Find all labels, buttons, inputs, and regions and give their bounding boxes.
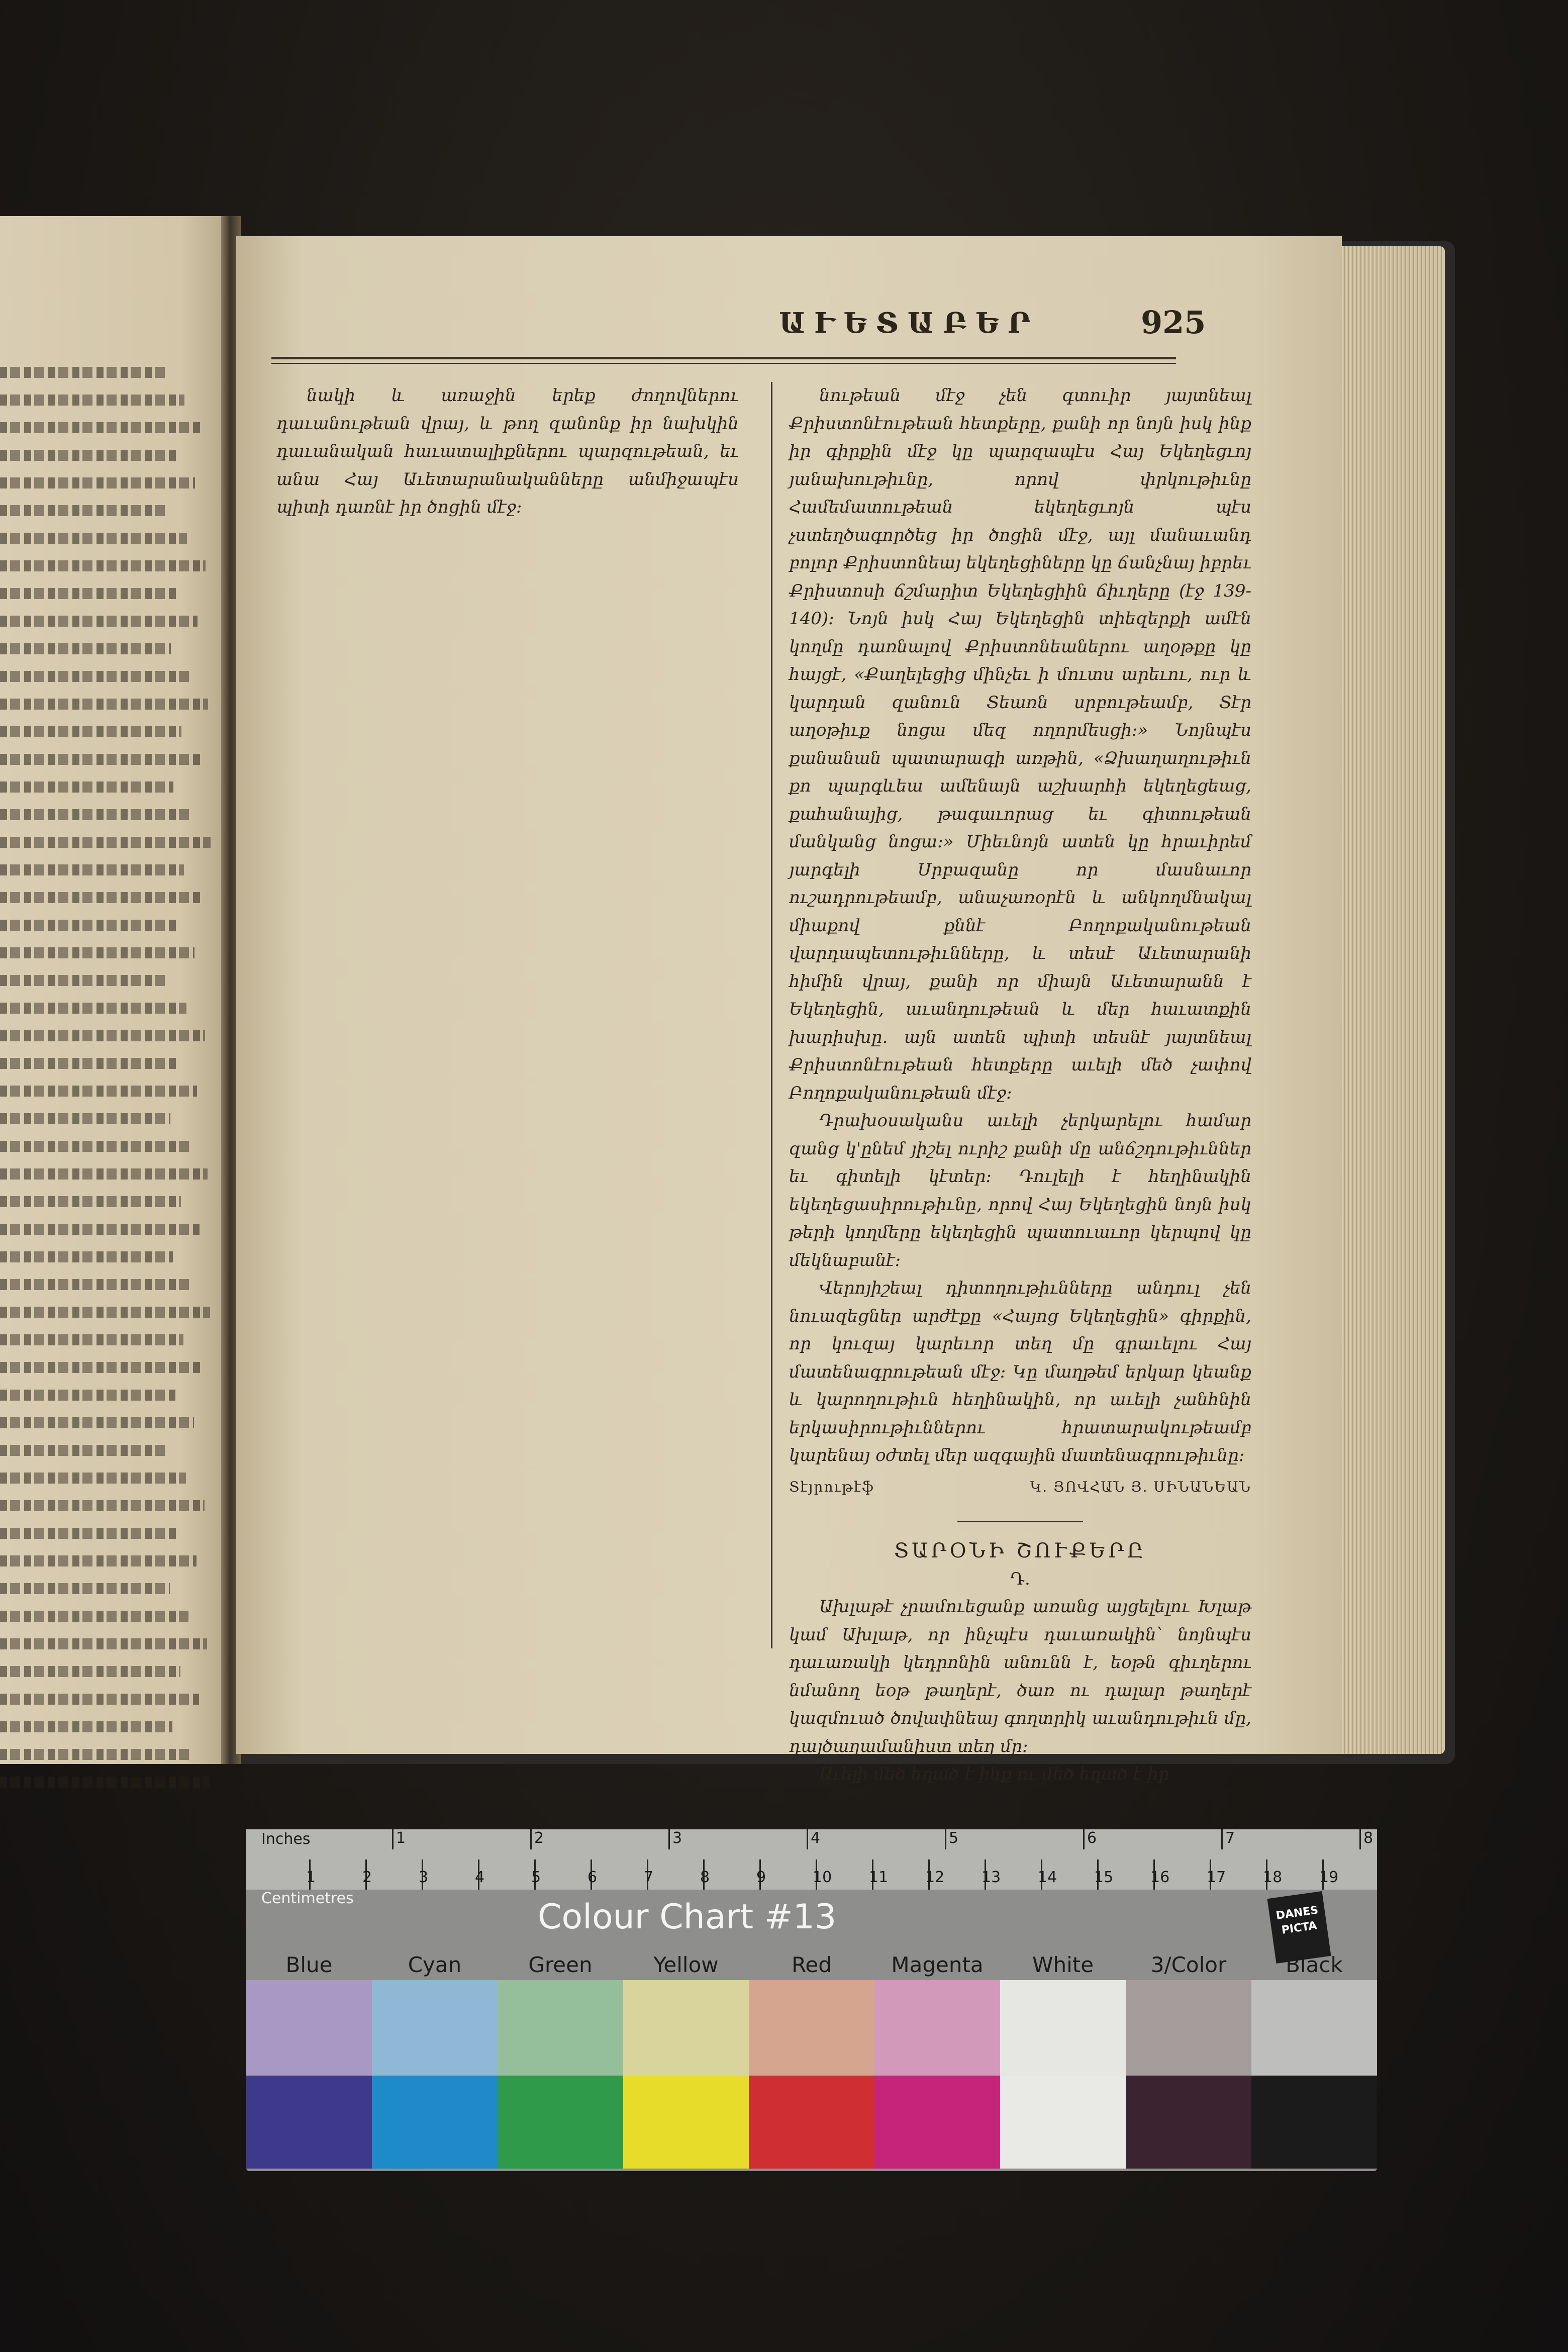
inch-number: 5 xyxy=(949,1829,959,1847)
cropped-text-line xyxy=(0,726,181,737)
left-text-column xyxy=(276,382,739,1658)
swatch-solid-blue xyxy=(246,2076,372,2169)
section-title: ՏԱՐՕՆԻ ՇՈՒՔԵՐԸ xyxy=(894,1539,1147,1562)
cropped-text-line xyxy=(0,560,206,571)
cropped-text-line xyxy=(0,1334,183,1345)
cm-number: 13 xyxy=(982,1869,1001,1886)
cropped-text-line xyxy=(0,1390,175,1401)
cropped-text-line xyxy=(0,1445,167,1456)
swatch-solid-black xyxy=(1251,2076,1377,2169)
danes-picta-logo: DANES PICTA xyxy=(1267,1891,1331,1964)
inch-tick xyxy=(807,1829,808,1849)
right-text-column xyxy=(789,382,1251,1784)
swatch-tint-black xyxy=(1251,1980,1377,2076)
swatch-label: Red xyxy=(792,1952,832,1977)
cm-number: 19 xyxy=(1319,1869,1339,1886)
inch-number: 2 xyxy=(534,1829,544,1847)
cropped-text-line xyxy=(0,477,195,488)
paragraph: Դրախօսականս աւելի չերկարելու համար զանց կ'ընեմ յիշել ուրիշ քանի մը անճշդութիւններ եւ գիտելի կէտեր։ Դուլելի է հեղինակին եկեղեցասիրութիւնը, որով Հայ Եկեղեցին նոյն իսկ թերի կողմերը եկեղեցին պատուաւոր կերպով կը մեկնաբանէ։ xyxy=(789,1111,1251,1270)
paragraph: նակի և առաջին երեք ժողովներու դաւանութեան վրայ, և թող զանոնք իր նախկին դաւանական հաւատալիքներու պարզութեան, եւ անա Հայ Աւետարանականները անմիջապէս պիտի դառնէ իր ծոցին մէջ։ xyxy=(276,385,739,517)
cm-number: 1 xyxy=(306,1869,316,1886)
cropped-text-line xyxy=(0,947,194,958)
cropped-text-line xyxy=(0,1583,170,1594)
cropped-text-line xyxy=(0,837,211,848)
ruler xyxy=(246,1829,1377,1907)
swatch-solid-green xyxy=(498,2076,623,2169)
cm-number: 8 xyxy=(700,1869,710,1886)
cropped-text-line xyxy=(0,1555,197,1566)
column-divider xyxy=(771,382,772,1648)
cropped-text-line xyxy=(0,1196,181,1207)
cropped-text-line xyxy=(0,533,187,544)
swatch-tint-yellow xyxy=(623,1980,749,2076)
signature-author: Կ. ՅՈՎՀԱՆ Յ. ՍԻՆԱՆԵԱՆ xyxy=(1030,1478,1251,1495)
swatch-tint-cyan xyxy=(372,1980,498,2076)
cm-number: 2 xyxy=(362,1869,372,1886)
cropped-text-line xyxy=(0,367,166,378)
cropped-text-line xyxy=(0,892,203,903)
cropped-text-line xyxy=(0,809,192,820)
cropped-text-line xyxy=(0,1473,186,1484)
inch-tick xyxy=(392,1829,394,1849)
cropped-text-line xyxy=(0,1168,208,1180)
inch-tick xyxy=(668,1829,670,1849)
cropped-text-line xyxy=(0,1030,205,1041)
paragraph: Ախլաթէ չրամուեցանք առանց այցելելու Խլաթ կամ Ախլաթ, որ ինչպէս դաւառակին՝ նոյնպէս դաւառակի կեդրոնին անունն է, եօթն գիւղերու նմանող եօթ թաղերէ, ծառ ու դալար թաղերէ կազմուած ծովափնեայ գողտրիկ աւանդութիւն մը, դայծաղամանիստ տեղ մը։ xyxy=(789,1597,1251,1756)
swatch-label: Yellow xyxy=(653,1952,719,1977)
swatch-solid-magenta xyxy=(874,2076,1000,2169)
swatch-tint-red xyxy=(749,1980,874,2076)
chart-title: Colour Chart #13 xyxy=(538,1897,837,1937)
cm-number: 11 xyxy=(869,1869,889,1886)
cropped-text-line xyxy=(0,1777,210,1788)
swatch-tint-blue xyxy=(246,1980,372,2076)
cropped-text-line xyxy=(0,643,171,654)
cm-number: 10 xyxy=(813,1869,832,1886)
page-edges xyxy=(1327,246,1445,1754)
inch-number: 6 xyxy=(1087,1829,1097,1847)
cm-number: 6 xyxy=(587,1869,598,1886)
cropped-text-line xyxy=(0,1141,189,1152)
signature-place: Տէյրութէֆ xyxy=(789,1478,875,1495)
cropped-text-line xyxy=(0,1749,191,1760)
cropped-text-line xyxy=(0,1279,191,1290)
cropped-text-line xyxy=(0,1113,170,1124)
signature xyxy=(789,1473,1251,1501)
cropped-text-line xyxy=(0,1003,186,1014)
cropped-text-line xyxy=(0,616,198,627)
cropped-text-line xyxy=(0,588,179,599)
swatch-solid-red xyxy=(749,2076,874,2169)
cropped-text-line xyxy=(0,1666,180,1677)
cropped-text-line xyxy=(0,699,208,710)
cropped-text-line xyxy=(0,505,168,516)
swatch-label: Blue xyxy=(285,1952,333,1977)
inch-tick xyxy=(1359,1829,1361,1849)
cropped-text-line xyxy=(0,1638,207,1649)
inch-number: 4 xyxy=(811,1829,821,1847)
cropped-text-line xyxy=(0,1721,172,1732)
cm-number: 12 xyxy=(925,1869,945,1886)
inch-number: 8 xyxy=(1363,1829,1374,1847)
swatch-tint-green xyxy=(498,1980,623,2076)
cropped-text-line xyxy=(0,754,200,765)
swatch-label: Magenta xyxy=(891,1952,984,1977)
cropped-text-line xyxy=(0,1224,200,1235)
cropped-text-line xyxy=(0,422,203,433)
inch-tick xyxy=(1221,1829,1223,1849)
section-subtitle: Դ. xyxy=(1010,1569,1030,1589)
cm-number: 17 xyxy=(1207,1869,1226,1886)
colour-chart-card xyxy=(246,1829,1377,2171)
cm-number: 18 xyxy=(1263,1869,1283,1886)
swatch-label: Green xyxy=(528,1952,593,1977)
paragraph: Աւելի մեծ եղած է ինք ու մեծ եղած է իր xyxy=(819,1764,1169,1784)
cm-number: 4 xyxy=(475,1869,485,1886)
cropped-text-line xyxy=(0,1251,173,1262)
cropped-text-line xyxy=(0,781,173,793)
cm-number: 16 xyxy=(1150,1869,1170,1886)
cm-number: 15 xyxy=(1094,1869,1114,1886)
swatch-solid-white xyxy=(1000,2076,1126,2169)
paragraph: նութեան մէջ չեն գտուիր յայտնեալ Քրիստոնէութեան հետքերը, քանի որ նոյն իսկ ինք իր գիրքին մէջ կը պարզապէս Հայ Եկեղեցւոյ յանախութիւնը, որով փրկութիւնը Համեմատութեան եկեղեցւոյն պէս չստեղծագործեց իր ծոցին մէջ, այլ մանաւանդ բոլոր Քրիստոնեայ եկեղեցիները կը ճանչնայ իբրեւ Քրիստոսի ճշմարիտ Եկեղեցիին ճիւղերը (էջ 139-140)։ Նոյն իսկ Հայ Եկեղեցին տիեզերքի ամէն կողմը դառնալով Քրիստոնեաներու աղօթքը կը հայցէ, «Քաղելեցից մինչեւ ի մուտս արեւու, ուր և կարդան զանուն Տեառն սրբութեամբ, Տէր աղօթիւք նոցա մեզ ողորմեսցի։» Նոյնպէս քանանան պատարագի առթին, «Ձխաղաղութիւն քո պարգևեա ամենայն աշխարհի եկեղեցեաց, քահանայից, թագաւորաց եւ գիտութեան մանկանց նոցա։» Միեւնոյն ատեն կը հրաւիրեմ յարգելի Սրբազանը որ մասնաւոր ուշադրութեամբ, անաչառօրէն և անկողմնակալ միաքով քննէ Բողոքականութեան վարդապետութիւնները, և տեսէ Աւետարանի հիմին վրայ, քանի որ միայն Աւետարանն է Եկեղեցին, աւանդութեան և մեր հաւատքին խարիսխը․ այն ատեն պիտի տեսնէ յայտնեալ Քրիստոնէութեան հետքերը աւելի մեծ չափով Բողոքականութեան մէջ։ xyxy=(789,385,1251,1103)
swatch-tint-white xyxy=(1000,1980,1126,2076)
inch-number: 1 xyxy=(396,1829,406,1847)
header-rule-thick xyxy=(271,357,1176,359)
swatch-tint-3-color xyxy=(1126,1980,1251,2076)
swatch-tint-magenta xyxy=(874,1980,1000,2076)
cropped-text-line xyxy=(0,671,189,682)
cropped-text-line xyxy=(0,1058,178,1069)
cm-number: 7 xyxy=(644,1869,654,1886)
header-rule-thin xyxy=(271,363,1176,364)
inches-label: Inches xyxy=(261,1830,311,1848)
swatch-solid-yellow xyxy=(623,2076,749,2169)
cropped-text-line xyxy=(0,1500,205,1511)
inch-tick xyxy=(945,1829,946,1849)
cropped-text-line xyxy=(0,1086,197,1097)
cropped-text-line xyxy=(0,1528,178,1539)
swatch-label: Black xyxy=(1286,1952,1343,1977)
running-header: ԱՒԵՏԱԲԵՐ xyxy=(779,307,1040,340)
paragraph: Վերոյիշեալ դիտողութիւնները անդուլ չեն նուազեցներ արժէքը «Հայոց Եկեղեցին» գիրքին, որ կուզայ կարեւոր տեղ մը գրաւելու Հայ մատենագրութեան մէջ։ Կը մաղթեմ երկար կեանք և կարողութիւն հեղինակին, որ աւելի չանհնին երկասիրութիւններու հրատարակութեամբ կարենայ օժտել մեր ազգային մատենագրութիւնը։ xyxy=(789,1278,1251,1465)
cropped-text-line xyxy=(0,920,176,931)
right-page xyxy=(236,236,1342,1784)
inch-number: 7 xyxy=(1225,1829,1235,1847)
cm-number: 14 xyxy=(1038,1869,1057,1886)
centimetres-label: Centimetres xyxy=(261,1890,354,1907)
cropped-text-line xyxy=(0,1611,188,1622)
cropped-text-line xyxy=(0,395,184,406)
cropped-text-line xyxy=(0,450,176,461)
cropped-text-line xyxy=(0,1307,210,1318)
inch-number: 3 xyxy=(672,1829,682,1847)
inch-tick xyxy=(1083,1829,1085,1849)
cm-number: 3 xyxy=(419,1869,429,1886)
swatch-label: Cyan xyxy=(408,1952,462,1977)
swatch-label: White xyxy=(1032,1952,1094,1977)
swatch-solid-cyan xyxy=(372,2076,498,2169)
left-page-fragment xyxy=(0,216,226,1764)
cropped-text-line xyxy=(0,1362,202,1373)
cropped-text-line xyxy=(0,1417,194,1428)
swatch-solid-3-color xyxy=(1126,2076,1251,2169)
inch-tick xyxy=(530,1829,532,1849)
cm-number: 9 xyxy=(756,1869,766,1886)
cropped-text-line xyxy=(0,1694,199,1705)
cropped-text-line xyxy=(0,975,168,986)
swatch-label: 3/Color xyxy=(1150,1952,1227,1977)
cropped-text-line xyxy=(0,864,184,875)
section-divider xyxy=(957,1521,1083,1522)
cm-number: 5 xyxy=(531,1869,541,1886)
page-number: 925 xyxy=(1141,304,1206,341)
